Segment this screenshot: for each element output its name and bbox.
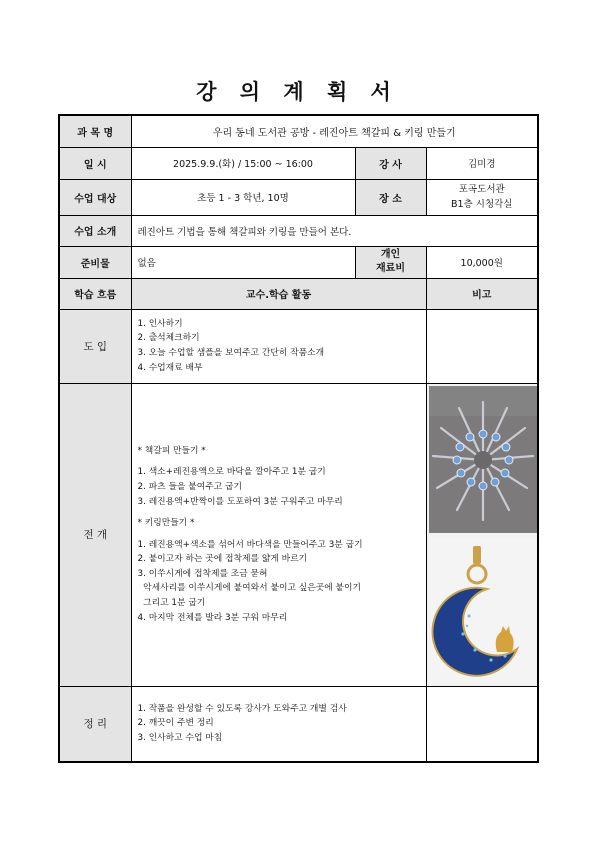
list-item: 1. 레진용액+색소를 섞어서 바다색을 만들어주고 3분 굽기 xyxy=(137,539,363,550)
intro-row xyxy=(59,215,538,246)
fee-value: 10,000원 xyxy=(426,246,538,278)
keyring-photo xyxy=(429,537,537,684)
course-title: 우리 동네 도서관 공방 - 레진아트 책갈피 & 키링 만들기 xyxy=(131,115,538,147)
list-item: 3. 이쑤시게에 접착제를 조금 묻혀 xyxy=(137,568,268,579)
lecture-plan-table xyxy=(58,114,539,763)
list-item: 2. 깨끗이 주변 정리 xyxy=(137,718,214,729)
course-label: 과 목 명 xyxy=(59,115,131,147)
keyring-section-title: * 키링만들기 * xyxy=(137,518,195,529)
main-stage-photos xyxy=(426,383,538,686)
document-title: 강 의 계 획 서 xyxy=(196,80,399,104)
list-item: 2. 붙이고자 하는 곳에 접착제를 얇게 바르기 xyxy=(137,554,308,565)
intro-stage-label: 도 입 xyxy=(59,309,131,383)
fee-label-line2: 재료비 xyxy=(376,263,405,274)
place-line2: B1층 시청각실 xyxy=(451,199,513,210)
fee-label-line1: 개인 xyxy=(380,249,401,260)
target-value: 초등 1 - 3 학년, 10명 xyxy=(131,179,355,215)
date-value: 2025.9.9.(화) / 15:00 ~ 16:00 xyxy=(131,147,355,179)
list-item: 2. 출석체크하기 xyxy=(137,333,200,344)
fee-label xyxy=(355,246,426,278)
list-item: 1. 색소+레진용액으로 바닥을 깔아주고 1분 굽기 xyxy=(137,467,326,478)
supplies-row xyxy=(59,246,538,278)
list-item: 4. 마지막 전체를 발라 3분 구워 마무리 xyxy=(137,612,288,623)
date-label: 일 시 xyxy=(59,147,131,179)
main-stage-list xyxy=(131,383,426,686)
supplies-value: 없음 xyxy=(131,246,355,278)
wrap-stage-row xyxy=(59,686,538,762)
place-label: 장 소 xyxy=(355,179,426,215)
instructor-value: 김미경 xyxy=(426,147,538,179)
bookmark-photo xyxy=(429,386,537,533)
intro-label: 수업 소개 xyxy=(59,215,131,246)
place-line1: 포곡도서관 xyxy=(458,184,505,195)
list-item: 1. 인사하기 xyxy=(137,318,183,329)
list-item: 악세사리를 이쑤시게에 붙여와서 붙이고 싶은곳에 붙이기 xyxy=(137,583,362,594)
intro-stage-row xyxy=(59,309,538,383)
instructor-label: 강 사 xyxy=(355,147,426,179)
note-header: 비고 xyxy=(426,278,538,309)
list-item: 2. 파츠 들을 붙여주고 굽기 xyxy=(137,481,243,492)
wrap-stage-note xyxy=(426,686,538,762)
supplies-label: 준비물 xyxy=(59,246,131,278)
main-stage-row xyxy=(59,383,538,686)
list-item: 3. 인사하고 수업 마침 xyxy=(137,733,223,744)
intro-stage-note xyxy=(426,309,538,383)
date-row xyxy=(59,147,538,179)
course-row xyxy=(59,115,538,147)
activity-header: 교수.학습 활동 xyxy=(131,278,426,309)
bookmark-section-title: * 책갈피 만들기 * xyxy=(137,445,206,456)
list-item: 3. 레진용액+반짝이를 도포하여 3분 구워주고 마무리 xyxy=(137,496,343,507)
header-row xyxy=(59,278,538,309)
list-item: 3. 오늘 수업할 샘플을 보여주고 간단히 작품소개 xyxy=(137,348,325,358)
flow-header: 학습 흐름 xyxy=(59,278,131,309)
list-item: 4. 수업재료 배부 xyxy=(137,362,203,373)
intro-value: 레진아트 기법을 통해 책갈피와 키링을 만들어 본다. xyxy=(131,215,538,246)
wrap-stage-list xyxy=(131,686,426,762)
target-row xyxy=(59,179,538,215)
wrap-stage-label: 정 리 xyxy=(59,686,131,762)
place-value xyxy=(426,179,538,215)
target-label: 수업 대상 xyxy=(59,179,131,215)
list-item: 1. 작품을 완성할 수 있도록 강사가 도와주고 개별 검사 xyxy=(137,703,347,714)
list-item: 그리고 1분 굽기 xyxy=(137,598,206,609)
intro-stage-list xyxy=(131,309,426,383)
main-stage-label: 전 개 xyxy=(59,383,131,686)
